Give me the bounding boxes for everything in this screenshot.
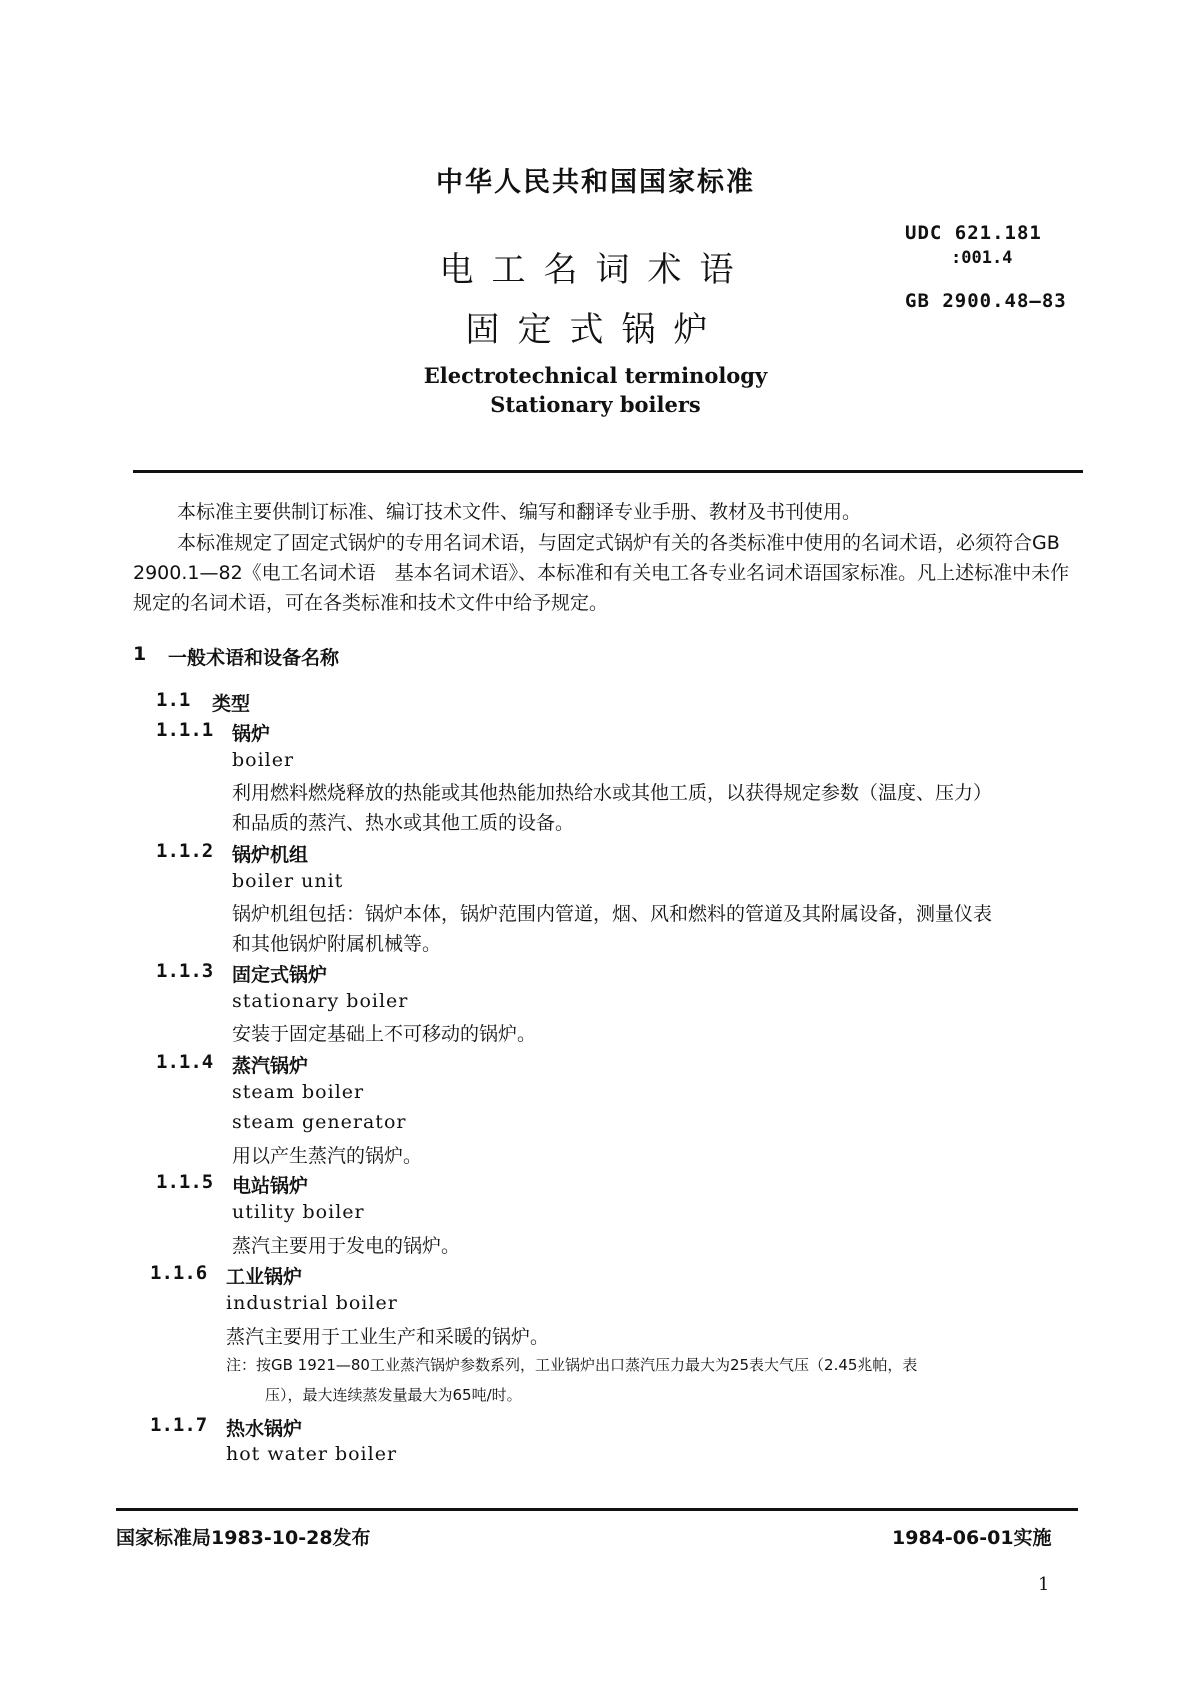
term-chinese: 工业锅炉 [226,1266,303,1288]
term-chinese: 锅炉机组 [232,844,309,866]
term-english: stationary boiler [232,990,409,1012]
term-definition: 蒸汽主要用于工业生产和采暖的锅炉。 [226,1326,550,1348]
term-note: 压），最大连续蒸发量最大为65吨/时。 [265,1386,522,1404]
term-note: 注：按GB 1921—80工业蒸汽锅炉参数系列，工业锅炉出口蒸汽压力最大为25表大气压（2.45兆帕，表 [226,1356,918,1374]
term-definition: 用以产生蒸汽的锅炉。 [232,1145,423,1167]
top-divider [133,470,1083,473]
term-number: 1.1.1 [156,719,214,741]
title-english-line1: Electrotechnical terminology [423,363,768,388]
term-chinese: 蒸汽锅炉 [232,1055,309,1077]
intro-paragraph-2: 本标准规定了固定式锅炉的专用名词术语，与固定式锅炉有关的各类标准中使用的名词术语，必须符合GB 2900.1—82《电工名词术语 基本名词术语》、本标准和有关电工各专业名词术语国家标准。凡上述标准中未作规定的名词术语，可在各类标准和技术文件中给予规定。 [133,532,1070,614]
title-chinese-line1: 电工名词术语 [439,250,752,290]
udc-code-suffix: :001.4 [951,248,1013,268]
issue-date: 国家标准局1983-10-28发布 [116,1527,371,1549]
term-definition: 和其他锅炉附属机械等。 [232,933,442,955]
title-english-line2: Stationary boilers [490,392,701,417]
term-english: boiler [232,749,295,771]
term-definition: 利用燃料燃烧释放的热能或其他热能加热给水或其他工质，以获得规定参数（温度、压力） [232,782,993,804]
intro-paragraph-1: 本标准主要供制订标准、编订技术文件、编写和翻译专业手册、教材及书刊使用。 [177,501,862,523]
term-english: hot water boiler [226,1443,398,1465]
term-english-alt: steam generator [232,1111,407,1133]
bottom-divider [116,1508,1078,1511]
subsection-number: 1.1 [156,689,191,711]
term-english: steam boiler [232,1081,365,1103]
title-chinese-line2: 固定式锅炉 [465,310,726,350]
subsection-title: 类型 [212,693,251,715]
udc-code: UDC 621.181 [905,222,1042,244]
term-number: 1.1.2 [156,840,214,862]
section-title: 一般术语和设备名称 [168,647,340,669]
term-chinese: 电站锅炉 [232,1175,309,1197]
gb-standard-code: GB 2900.48—83 [905,290,1067,312]
term-chinese: 锅炉 [232,723,271,745]
page-number: 1 [1038,1574,1050,1595]
term-definition: 安装于固定基础上不可移动的锅炉。 [232,1023,537,1045]
term-number: 1.1.4 [156,1051,214,1073]
term-definition: 蒸汽主要用于发电的锅炉。 [232,1235,461,1257]
term-number: 1.1.3 [156,960,214,982]
effective-date: 1984-06-01实施 [892,1527,1052,1549]
term-english: boiler unit [232,870,344,892]
term-chinese: 固定式锅炉 [232,964,328,986]
term-definition: 锅炉机组包括：锅炉本体，锅炉范围内管道，烟、风和燃料的管道及其附属设备，测量仪表 [232,903,993,925]
term-english: utility boiler [232,1201,365,1223]
term-chinese: 热水锅炉 [226,1418,303,1440]
term-number: 1.1.5 [156,1171,214,1193]
term-definition: 和品质的蒸汽、热水或其他工质的设备。 [232,812,575,834]
term-number: 1.1.6 [150,1262,208,1284]
section-number: 1 [133,643,147,665]
term-english: industrial boiler [226,1292,398,1314]
term-number: 1.1.7 [150,1414,208,1436]
national-standard-heading: 中华人民共和国国家标准 [436,167,755,198]
